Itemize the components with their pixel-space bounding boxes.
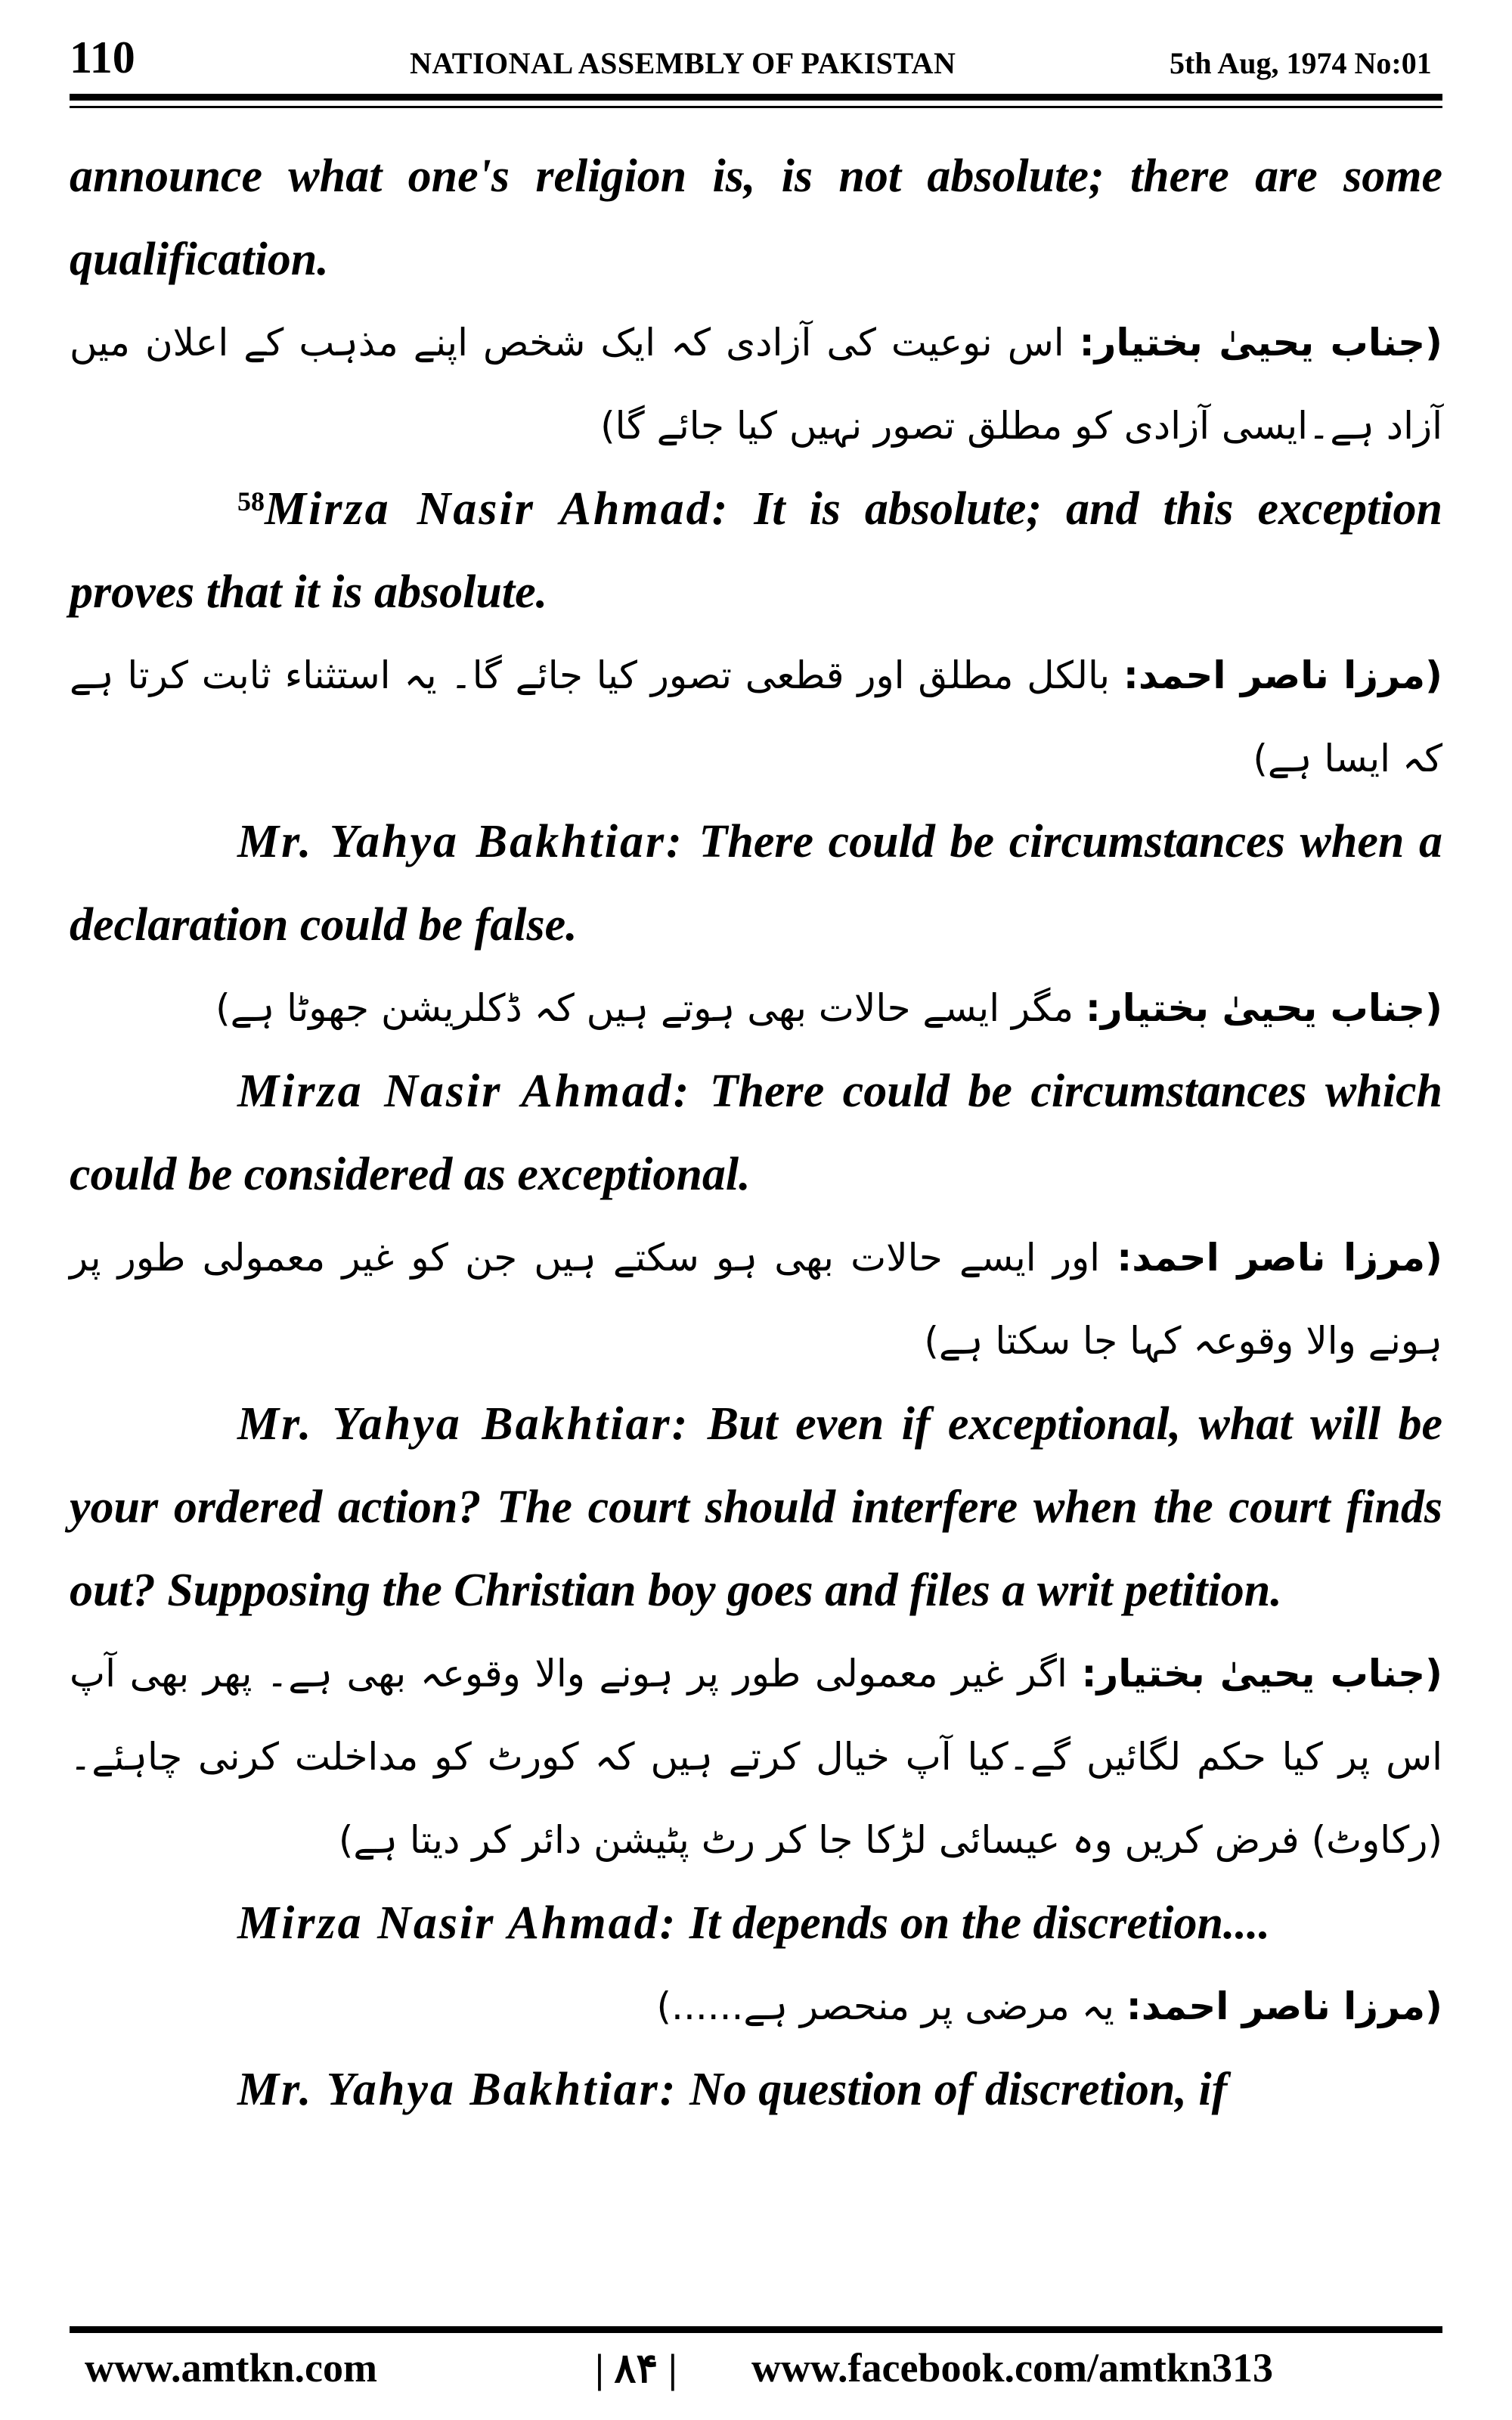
footer-rule xyxy=(70,2326,1442,2333)
paragraph-text: اس نوعیت کی آزادی کہ ایک شخص اپنے مذہب کے اعلان میں آزاد ہے۔ایسی آزادی کو مطلق تصور نہیں کیا جائے گا) xyxy=(70,321,1442,448)
footnote-marker: 58 xyxy=(237,486,265,517)
footer-page-number-urdu: | ۸۴ | xyxy=(595,2346,677,2391)
paragraph-text: اگر غیر معمولی طور پر ہونے والا وقوعہ بھی ہے۔ پھر بھی آپ اس پر کیا حکم لگائیں گے۔کیا آپ خیال کرتے ہیں کہ کورٹ کو مداخلت کرنی چاہئے۔(رکاوٹ) فرض کریں وہ عیسائی لڑکا جا کر رٹ پٹیشن دائر کر دیتا ہے) xyxy=(70,1652,1442,1862)
paragraph-text: There could be circumstances when a declaration could be false. xyxy=(70,816,1442,951)
paragraph-text: No question of discretion, if xyxy=(677,2064,1228,2115)
english-paragraph xyxy=(70,135,1442,301)
speaker-name: Mirza Nasir Ahmad: xyxy=(237,1066,692,1117)
english-paragraph xyxy=(70,1382,1442,1632)
urdu-translation-paragraph xyxy=(70,1632,1442,1882)
header-rule-thick xyxy=(70,94,1442,101)
english-paragraph xyxy=(70,467,1442,634)
speaker-name: Mirza Nasir Ahmad: xyxy=(265,483,730,535)
speaker-name: Mr. Yahya Bakhtiar: xyxy=(237,816,684,867)
footer-facebook-link[interactable]: www.facebook.com/amtkn313 xyxy=(751,2345,1273,2391)
urdu-speaker-name: (مرزا ناصر احمد: xyxy=(1123,653,1442,697)
english-paragraph xyxy=(70,800,1442,966)
footer-website-link[interactable]: www.amtkn.com xyxy=(85,2345,377,2391)
transcript-body xyxy=(70,135,1442,2131)
paragraph-text: There could be circumstances which could be considered as exceptional. xyxy=(70,1066,1442,1200)
page-footer xyxy=(70,2344,1442,2397)
urdu-translation-paragraph xyxy=(70,634,1442,800)
urdu-speaker-name: (مرزا ناصر احمد: xyxy=(1126,1984,1442,2028)
speaker-name: Mr. Yahya Bakhtiar: xyxy=(237,1398,690,1450)
urdu-speaker-name: (مرزا ناصر احمد: xyxy=(1117,1236,1442,1280)
page-header xyxy=(70,26,1442,94)
paragraph-text: It depends on the discretion.... xyxy=(677,1897,1270,1949)
urdu-translation-paragraph xyxy=(70,1216,1442,1382)
english-paragraph xyxy=(70,1882,1442,1965)
urdu-speaker-name: (جناب یحییٰ بختیار: xyxy=(1081,1652,1443,1696)
english-paragraph xyxy=(70,1050,1442,1216)
english-paragraph xyxy=(70,2048,1442,2131)
paragraph-text: اور ایسے حالات بھی ہو سکتے ہیں جن کو غیر معمولی طور پر ہونے والا وقوعہ کہا جا سکتا ہے) xyxy=(70,1236,1442,1363)
speaker-name: Mirza Nasir Ahmad: xyxy=(237,1897,678,1949)
paragraph-text: But even if exceptional, what will be your ordered action? The court should interfere when the court finds out? Supposing the Christian boy goes and files a writ petition. xyxy=(70,1398,1442,1616)
paragraph-text: مگر ایسے حالات بھی ہوتے ہیں کہ ڈکلریشن جھوٹا ہے) xyxy=(215,986,1086,1030)
paragraph-text: It is absolute; and this exception proves that it is absolute. xyxy=(70,483,1442,618)
header-date-issue: 5th Aug, 1974 No:01 xyxy=(1170,46,1432,80)
header-rule-thin xyxy=(70,106,1442,108)
urdu-translation-paragraph xyxy=(70,1965,1442,2048)
header-title: NATIONAL ASSEMBLY OF PAKISTAN xyxy=(410,46,956,80)
page-number: 110 xyxy=(70,33,135,82)
urdu-translation-paragraph xyxy=(70,301,1442,467)
paragraph-text: بالکل مطلق اور قطعی تصور کیا جائے گا۔ یہ استثناء ثابت کرتا ہے کہ ایسا ہے) xyxy=(70,653,1442,780)
urdu-speaker-name: (جناب یحییٰ بختیار: xyxy=(1079,321,1442,365)
paragraph-text: announce what one's religion is, is not absolute; there are some qualification. xyxy=(70,150,1442,285)
speaker-name: Mr. Yahya Bakhtiar: xyxy=(237,2064,678,2115)
urdu-translation-paragraph xyxy=(70,966,1442,1050)
paragraph-text: یہ مرضی پر منحصر ہے......) xyxy=(656,1984,1126,2028)
urdu-speaker-name: (جناب یحییٰ بختیار: xyxy=(1085,986,1442,1030)
